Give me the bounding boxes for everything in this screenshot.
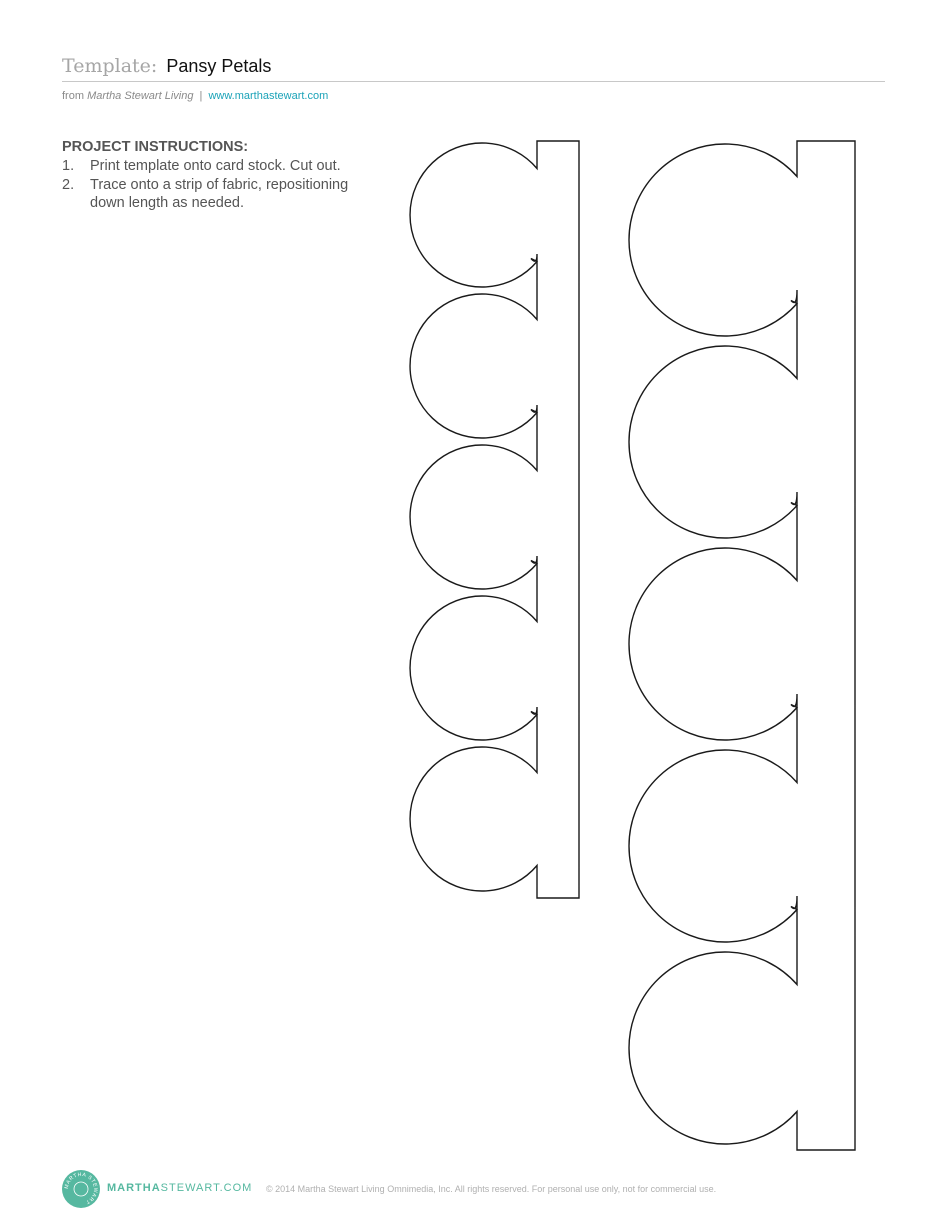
step-number: 1.: [62, 158, 75, 174]
logo-ring-text: MARTHA STEWART: [63, 1171, 99, 1205]
instructions-heading: PROJECT INSTRUCTIONS:: [62, 139, 249, 155]
martha-stewart-logo: [62, 1170, 100, 1208]
small-petal-strip: [410, 141, 579, 898]
step-number: 2.: [62, 176, 75, 193]
large-petal-strip: [629, 141, 855, 1150]
template-label: Template:: [62, 55, 158, 77]
brand-bold: MARTHA: [107, 1182, 161, 1194]
copyright-notice: © 2014 Martha Stewart Living Omnimedia, Inc. All rights reserved. For personal use only, not for commercial use.: [266, 1184, 717, 1194]
byline-source: Martha Stewart Living: [87, 90, 194, 102]
byline-separator: |: [199, 90, 203, 102]
website-link[interactable]: www.marthastewart.com: [208, 90, 329, 102]
byline-prefix: from: [62, 90, 84, 102]
step-text: Trace onto a strip of fabric, repositioning down length as needed.: [90, 176, 349, 211]
step-text: Print template onto card stock. Cut out.: [90, 158, 341, 174]
template-name: Pansy Petals: [166, 56, 272, 76]
brand-rest: STEWART.COM: [160, 1182, 253, 1194]
footer-brand[interactable]: [107, 1182, 252, 1194]
